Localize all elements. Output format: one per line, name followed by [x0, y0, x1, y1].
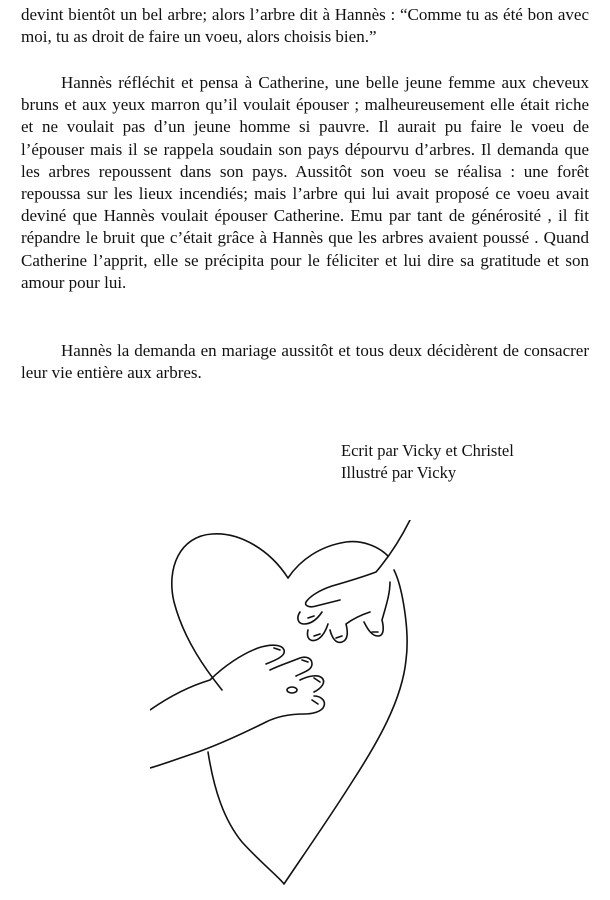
lower-hand	[150, 645, 324, 768]
paragraph-1: devint bientôt un bel arbre; alors l’arbre dit à Hannès : “Comme tu as été bon avec moi, tu as droit de faire un voeu, alors choisis bien.”	[21, 5, 589, 47]
paragraph-2: Hannès réfléchit et pensa à Catherine, une belle jeune femme aux cheveux bruns et aux yeux marron qu’il voulait épouser ; malheureusement elle était riche et ne voulait pas d’un jeune homme si pauvre. Il aurait pu faire le voeu de l’épouser mais il se rappela soudain son pays dépourvu d’arbres. Il demanda que les arbres repoussent dans son pays. Aussitôt son voeu se réalisa : une forêt repoussa sur les lieux incendiés; mais l’arbre qui lui avait proposé ce voeu avait deviné que Hannès voulait épouser Catherine. Emu par tant de générosité , il fit répandre le bruit que c’était grâce à Hannès que les arbres avaient poussé . Quand Catherine l’apprit, elle se précipita pour le féliciter et lui dire sa gratitude et son amour pour lui.	[21, 73, 589, 292]
heart-with-two-hands-icon	[150, 520, 480, 890]
illustrator-credit: Illustré par Vicky	[341, 463, 457, 482]
author-credit: Ecrit par Vicky et Christel	[341, 441, 514, 460]
heart-outline	[172, 534, 407, 884]
upper-hand	[298, 520, 410, 642]
signature-block	[341, 440, 514, 484]
paragraph-3: Hannès la demanda en mariage aussitôt et tous deux décidèrent de consacrer leur vie entière aux arbres.	[21, 341, 589, 383]
ring	[287, 687, 297, 693]
